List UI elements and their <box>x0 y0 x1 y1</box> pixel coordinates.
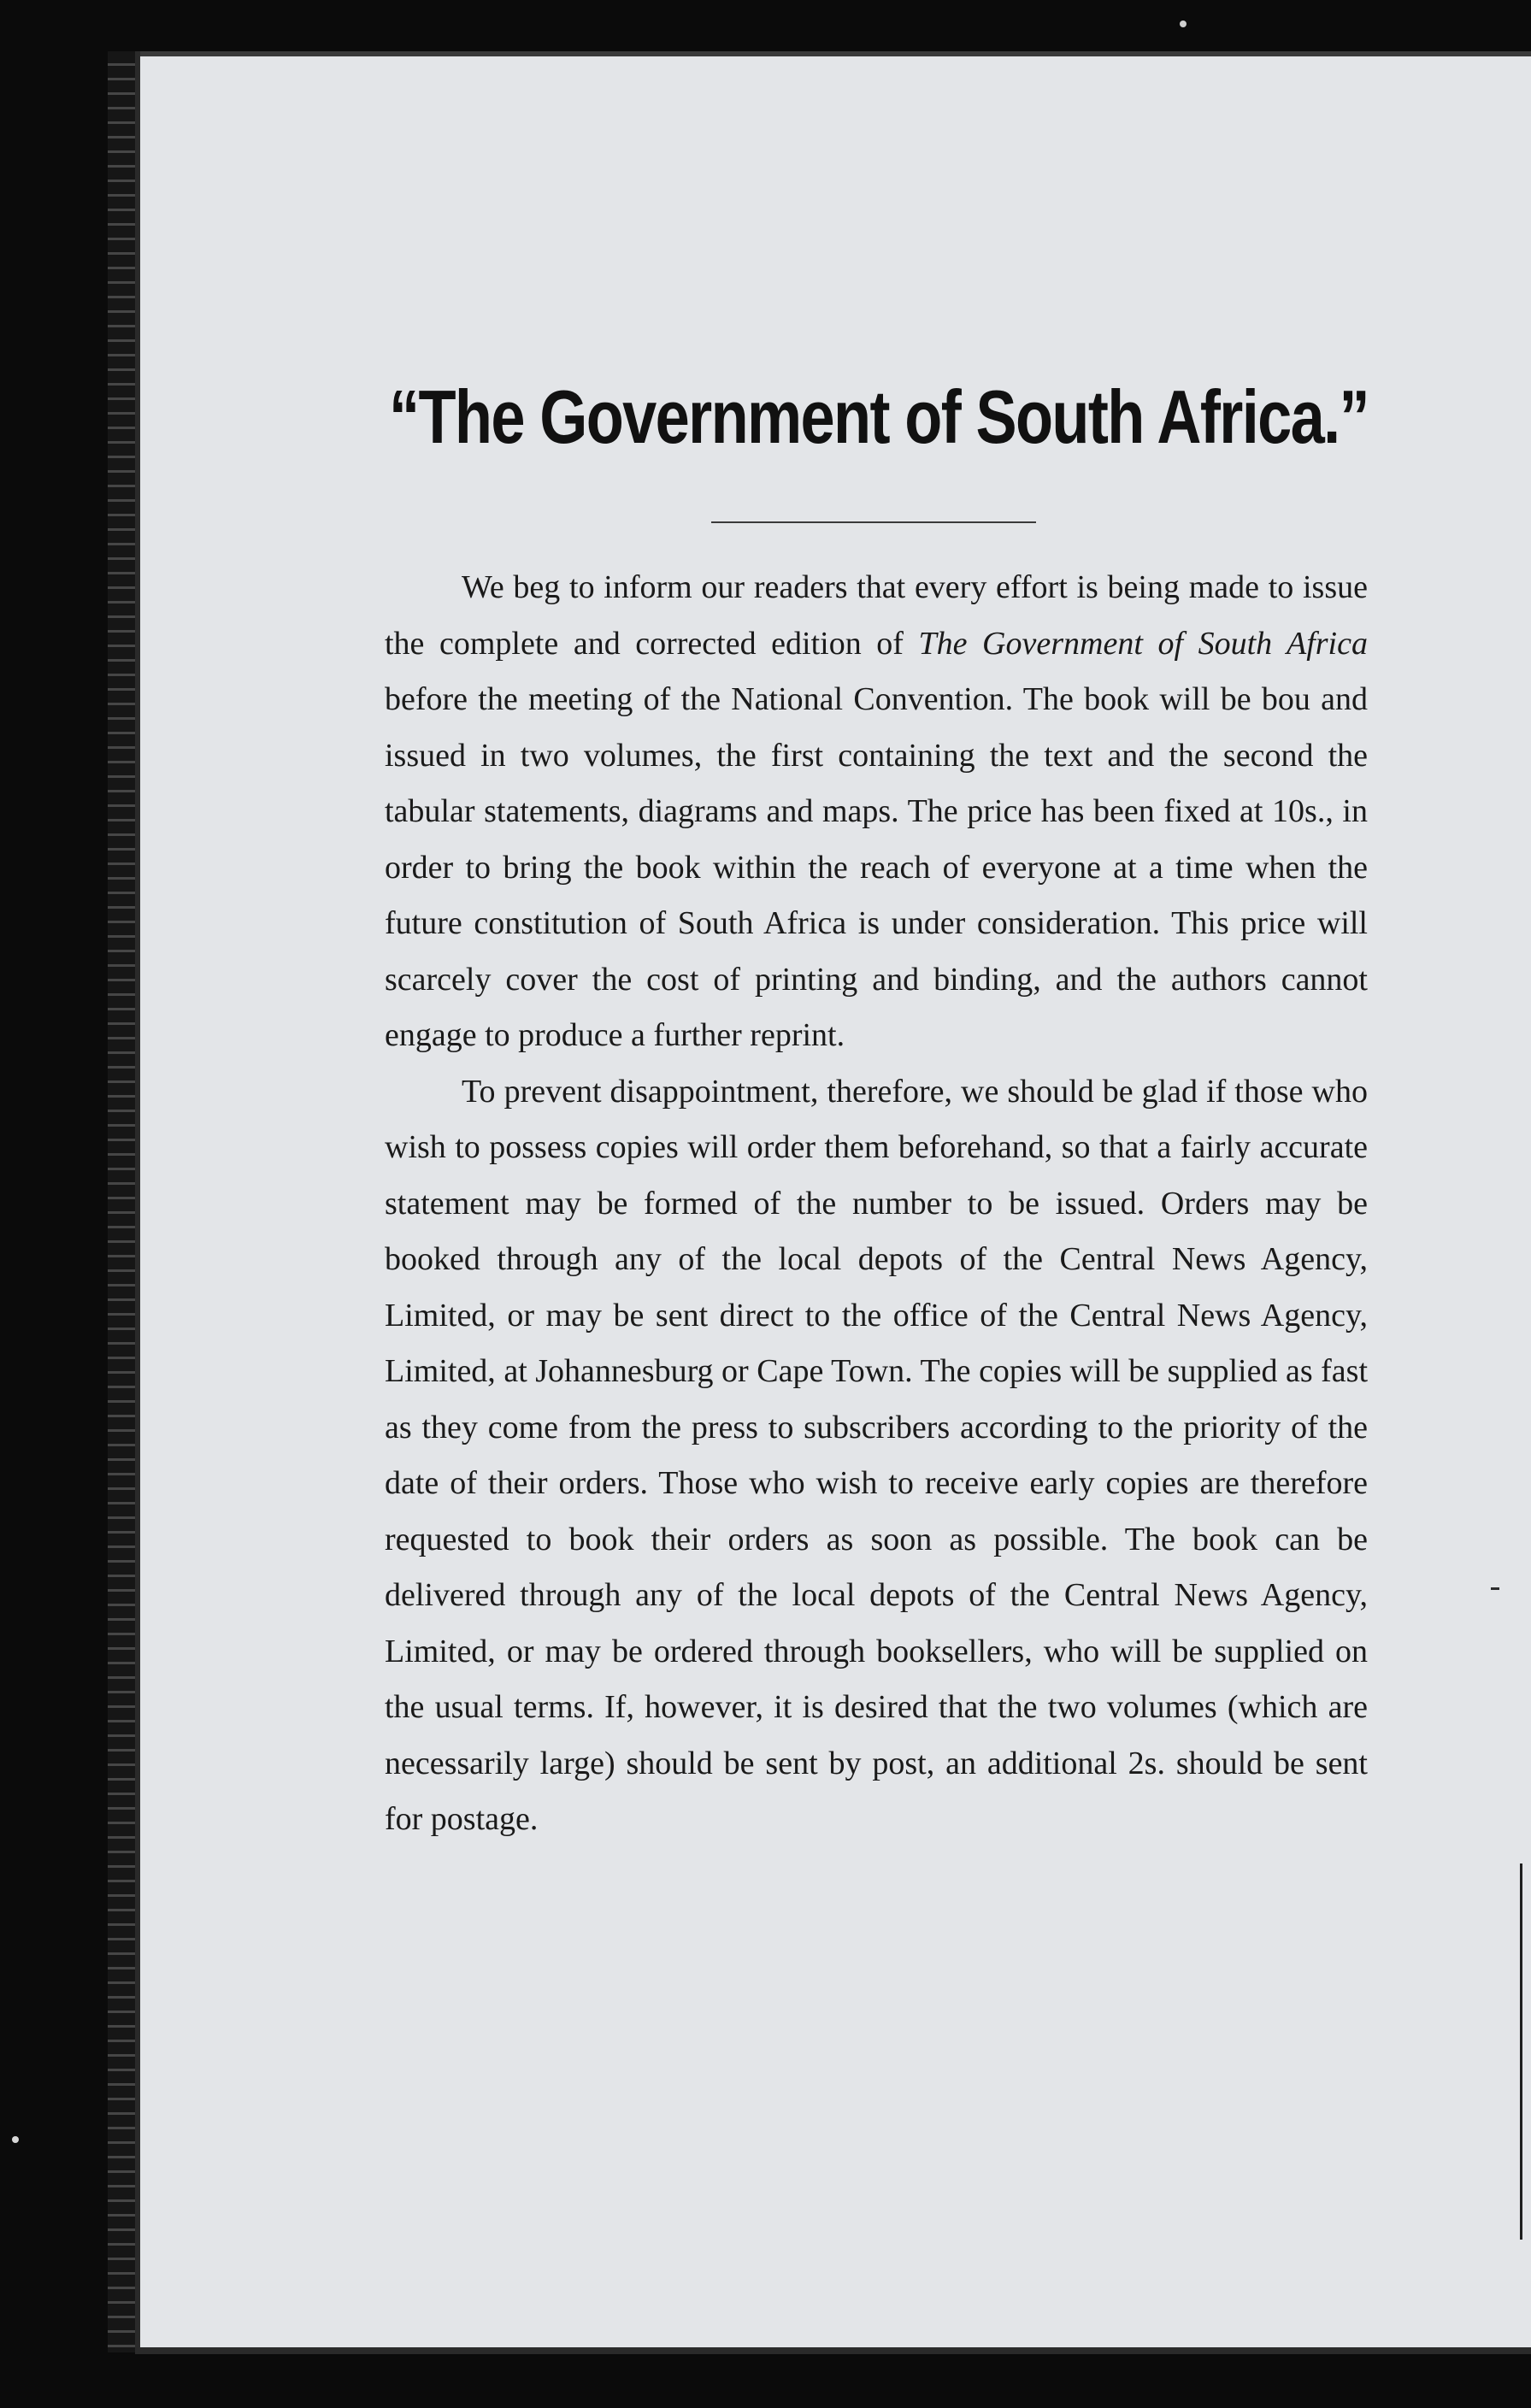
scan-mark <box>1491 1587 1499 1590</box>
paragraph-1 <box>385 560 1368 1064</box>
scan-edge-line <box>1520 1863 1522 2240</box>
page-binding-edge <box>108 51 135 2352</box>
page-title: “The Government of South Africa.” <box>389 374 1369 459</box>
page-bottom-edge <box>135 2347 1531 2354</box>
paragraph-2: To prevent disappointment, therefore, we should be glad if those who wish to possess copies will order them beforehand, so that a fairly accurate statement may be formed of the number to be issued. Orders may be booked through any of the local depots of the Central News Agency, Limited, or may be sent direct to the office of the Central News Agency, Limited, at Johannesburg or Cape Town. The copies will be supplied as fast as they come from the press to subscribers according to the priority of the date of their orders. Those who wish to receive early copies are therefore requested to book their orders as soon as possible. The book can be delivered through any of the local depots of the Central News Agency, Limited, or may be ordered through booksellers, who will be supplied on the usual terms. If, however, it is desired that the two volumes (which are necessarily large) should be sent by post, an additional 2s. should be sent for postage. <box>385 1073 1368 1837</box>
notice-body <box>385 560 1368 1848</box>
scan-speck <box>1180 21 1187 27</box>
paragraph-1-tail: before the meeting of the National Convention. The book will be bou and issued in two volumes, the first containing the text and the second the tabular statements, diagrams and maps. The price has been fixed at 10s., in order to bring the book within the reach of everyone at a time when the future constitution of South Africa is under consideration. This price will scarcely cover the cost of printing and binding, and the authors cannot engage to produce a further reprint. <box>385 681 1368 1053</box>
paragraph-1-lead: We beg to inform our readers that every effort is being made to issue the complete and corrected edition of <box>385 569 1368 662</box>
scan-speck <box>12 2136 19 2143</box>
book-title: The Government of South Africa <box>918 625 1368 662</box>
title-divider <box>711 521 1036 523</box>
